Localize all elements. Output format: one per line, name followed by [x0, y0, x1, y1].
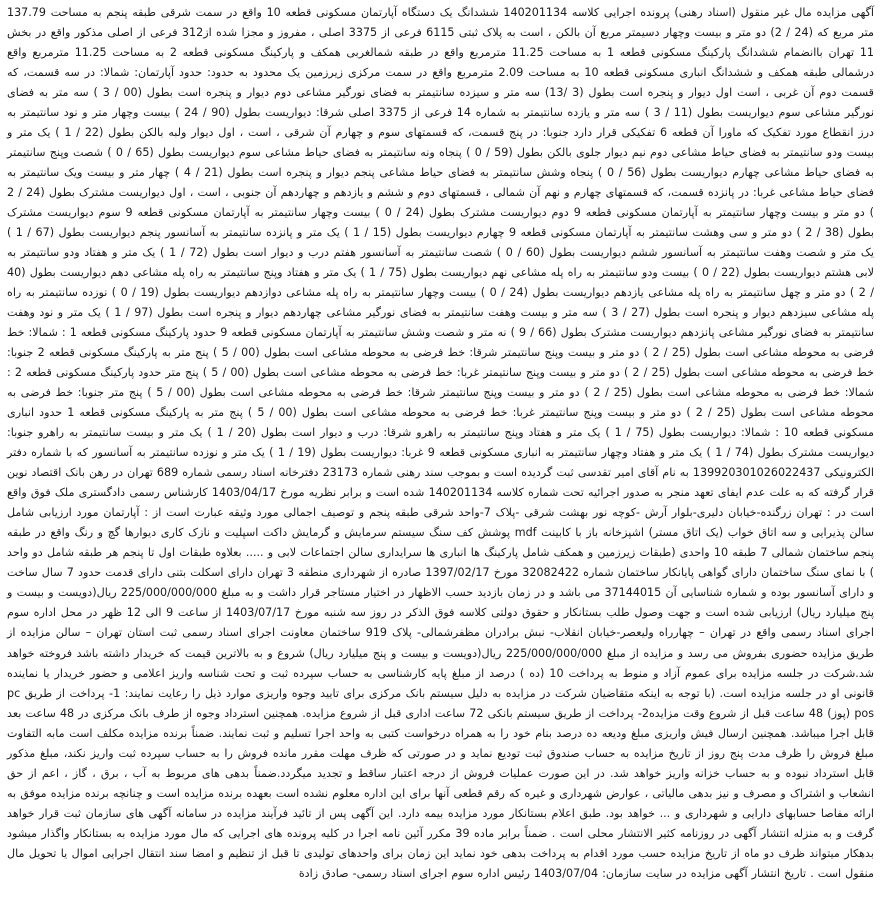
auction-notice-body: آگهی مزایده مال غیر منقول (اسناد رهنی) پرونده اجرایی کلاسه 140201134 ششدانگ یک دستگاه آپارتمان مسکونی قطعه 10 واقع در سمت شرقی طبقه پنجم به مساحت 137.79 متر مربع که (24 / 2) دو متر و بیست وچهار دسیمتر مربع آن بالکن ، است به پلاک ثبتی 6115 فرعی از 3375 اصلی ، مفروز و مجزا شده از312 فرعی از اصلی مذکور واقع در بخش 11 تهران باانضمام ششدانگ پارکینگ مسکونی قطعه 1 به مساحت 11.25 مترمربع واقع در طبقه شمالغربی همکف و پارکینگ مسکونی قطعه 2 به مساحت 11.25 مترمربع واقع درشمالی طبقه همکف و ششدانگ انباری مسکونی قطعه 10 به مساحت 2.09 مترمربع واقع در سمت مرکزی زیرزمین یک محدود به حدود: حدود آپارتمان: شمالا: در سه قسمت، که قسمت دوم آن غربی ، است اول دیوار و پنجره است بطول (3 /13) سه متر و سیزده سانتیمتر به فضای نورگیر مشاعی دوم دیوار و پنجره است بطول (00 / 3 ) سه متر به فضای نورگیر مشاعی سوم دیواریست بطول (11 / 3 ) سه متر و یازده سانتیمتر به شماره 14 فرعی از 3375 اصلی شرقا: دیواریست بطول (90 / 24 ) بیست وچهار متر و نود سانتیمتر به درز انقطاع مورد تفکیک که ماورا آن قطعه 6 تفکیکی قرار دارد جنوبا: در پنج قسمت، که قسمتهای سوم و چهارم آن شرقی ، است ، اول دیوار ولبه بالکن بطول (22 / 1 ) یک متر و بیست ودو سانتیمتر به فضای حیاط مشاعی دوم نیم دیوار جلوی بالکن بطول (59 / 0 ) پنجاه ونه سانتیمتر به فضای حیاط مشاعی سوم دیواریست بطول (65 / 0 ) شصت وپنج سانتیمتر به فضای حیاط مشاعی چهارم دیواریست بطول (56 / 0 ) پنجاه وشش سانتیمتر به فضای حیاط مشاعی پنجم دیوار و پنجره است بطول (21 / 4 ) چهار متر و بیست ویک سانتیمتر به فضای حیاط مشاعی غربا: در پانزده قسمت، که قسمتهای چهارم و نهم آن شمالی ، قسمتهای دوم و ششم و یازدهم و چهاردهم آن جنوبی ، است ، اول دیواریست مشترک بطول (24 / 2 ) دو متر و بیست وچهار سانتیمتر به آپارتمان مسکونی قطعه 9 دوم دیواریست مشترک بطول (24 / 0 ) بیست وچهار سانتیمتر به آپارتمان مسکونی قطعه 9 سوم دیواریست مشترک بطول (38 / 2 ) دو متر و سی وهشت سانتیمتر به آپارتمان مسکونی قطعه 9 چهارم دیواریست بطول (15 / 1 ) یک متر و پانزده سانتیمتر به آسانسور پنجم دیواریست بطول (67 / 1 ) یک متر و شصت وهفت سانتیمتر به آسانسور ششم دیواریست بطول (60 / 0 ) شصت سانتیمتر به آسانسور هفتم درب و دیوار است بطول (72 / 1 ) یک متر و هفتاد ودو سانتیمتر به لابی هشتم دیواریست بطول (22 / 0 ) بیست ودو سانتیمتر به راه پله مشاعی نهم دیواریست بطول (75 / 1 ) یک متر و هفتاد وپنج سانتیمتر به راه پله مشاعی دهم دیواریست بطول (40 / 2 ) دو متر و چهل سانتیمتر به راه پله مشاعی یازدهم دیواریست بطول (24 / 0 ) بیست وچهار سانتیمتر به راه پله مشاعی دوازدهم دیواریست بطول (19 / 0 ) نوزده سانتیمتر به راه پله مشاعی سیزدهم دیوار و پنجره است بطول (27 / 3 ) سه متر و بیست وهفت سانتیمتر به فضای نورگیر مشاعی چهاردهم دیوار و پنجره است بطول (97 / 1 ) یک متر و نود وهفت سانتیمتر به فضای نورگیر مشاعی پانزدهم دیواریست مشترک بطول (66 / 9 ) نه متر و شصت وشش سانتیمتر به آپارتمان مسکونی قطعه 9 حدود پارکینگ مسکونی قطعه 1 : شمالا: خط فرضی به محوطه مشاعی است بطول (25 / 2 ) دو متر و بیست وپنج سانتیمتر شرقا: خط فرضی به محوطه مشاعی است بطول (00 / 5 ) پنج متر به پارکینگ مسکونی قطعه 2 جنوبا: خط فرضی به محوطه مشاعی است بطول (25 / 2 ) دو متر و بیست وپنج سانتیمتر غربا: خط فرضی به محوطه مشاعی است بطول (00 / 5 ) پنج متر حدود پارکینگ مسکونی قطعه 2 : شمالا: خط فرضی به محوطه مشاعی است بطول (25 / 2 ) دو متر و بیست وپنج سانتیمتر شرقا: خط فرضی به محوطه مشاعی است بطول (00 / 5 ) پنج متر جنوبا: خط فرضی به محوطه مشاعی است بطول (25 / 2 ) دو متر و بیست وپنج سانتیمتر غربا: خط فرضی به محوطه مشاعی است بطول (00 / 5 ) پنج متر به پارکینگ مسکونی قطعه 1 حدود انباری مسکونی قطعه 10 : شمالا: دیواریست بطول (75 / 1 ) یک متر و هفتاد وپنج سانتیمتر به راهرو شرقا: درب و دیوار است بطول (20 / 1 ) یک متر و بیست سانتیمتر به راهرو جنوبا: دیواریست مشترک بطول (74 / 1 ) یک متر و هفتاد وچهار سانتیمتر به انباری مسکونی قطعه 9 غربا: دیواریست بطول (19 / 1 ) یک متر و نوزده سانتیمتر به آسانسور که با شماره دفتر الکترونیکی 139920301026022437 به نام آقای امیر تقدسی ثبت گردیده است و بموجب سند رهنی شماره 23173 دفترخانه اسناد رسمی شماره 689 تهران در رهن بانک اقتصاد نوین قرار گرفته که به علت عدم ایفای تعهد منجر به صدور اجرائیه تحت شماره کلاسه 140201134 شده است و برابر نظریه مورخ 1403/04/17 کارشناس رسمی دادگستری ملک فوق واقع است در : تهران زرگنده-خیابان دلیری-بلوار آرش -کوچه نور بهشت شرقی -پلاک 7-واحد شرقی طبقه پنجم و توصیف اجمالی مورد وثیقه عبارت است از : آپارتمان مورد ارزیابی شامل سالن پذیرایی و سه اتاق خواب (یک اتاق مستر) اشپزخانه باز با کابینت mdf پوشش کف سنگ سیستم سرمایش و گرمایش داکت اسپلیت و نازک کاری دیوارها گچ و رنگ واقع در طبقه پنجم ساختمان شمالی 7 طبقه 10 واحدی (طبقات زیرزمین و همکف شامل پارکینگ ها انباری ها سرایداری سالن اجتماعات لابی و ..... بعلاوه طبقات اول تا پنجم هر طبقه شامل دو واحد ) با نمای سنگ ساختمان دارای گواهی پایانکار ساختمان شماره 32082422 مورخ 1397/02/17 صادره از شهرداری منطقه 3 تهران دارای اسکلت بتنی دارای قدمت حدود 7 سال ساخت و دارای آسانسور بوده و شماره شناسایی آن 37144015 می باشد و در زمان بازدید حسب الاظهار در اختیار مستاجر قرار داشت و به مبلغ 225/000/000/000 ریال(دویست و بیست و پنج میلیارد ریال) ارزیابی شده است و جهت وصول طلب بستانکار و حقوق دولتی کلاسه فوق الذکر در روز سه شنبه مورخ 1403/07/17 از ساعت 9 الی 12 ظهر در محل اداره سوم اجرای اسناد رسمی واقع در تهران – چهارراه ولیعصر-خیابان انقلاب- نبش برادران مظفرشمالی- پلاک 919 ساختمان معاونت اجرای اسناد رسمی ثبت استان تهران – سالن مزایده از طریق مزایده حضوری بفروش می رسد و مزایده از مبلغ 225/000/000/000 ریال(دویست و بیست و پنج میلیارد ریال) شروع و به بالاترین قیمت که خریدار داشته باشد فروخته خواهد شد.شرکت در جلسه مزایده برای عموم آزاد و منوط به پرداخت 10 (ده ) درصد از مبلغ پایه کارشناسی به حساب سپرده ثبت و تحت شناسه واریز اعلامی و حضور خریدار یا نماینده قانونی او در جلسه مزایده است. (با توجه به اینکه متقاضیان شرکت در مزایده به دلیل سیستم بانک مرکزی برای تایید وجوه واریزی موارد ذیل را رعایت نمایند: 1- پرداخت از طریق pc pos (پوز) 48 ساعت قبل از شروع وقت مزایده2- پرداخت از طریق سیستم بانکی 72 ساعت اداری قبل از شروع مزایده. همچنین استرداد وجوه از طرف بانک مرکزی در 48 ساعت بعد قابل اجرا میباشد. همچنین ارسال فیش واریزی مبلغ ودیعه ده درصد بنام خود را به همراه درخواست کتبی به واحد اجرا تسلیم و ثبت نمایند. ضمناً برنده مزایده مکلف است مابه التفاوت مبلغ فروش را ظرف مدت پنج روز از تاریخ مزایده به حساب صندوق ثبت تودیع نماید و در صورتی که ظرف مهلت مقرر مانده فروش را به حساب سپرده ثبت واریز نکند، مبلغ مذکور قابل استرداد نبوده و به حساب خزانه واریز خواهد شد. در این صورت عملیات فروش از درجه اعتبار ساقط و تجدید میگردد.ضمناً بدهی های مربوط به آب ، برق ، گاز ، اعم از حق انشعاب و اشتراک و مصرف و نیز بدهی مالیاتی ، عوارض شهرداری و غیره که رقم قطعی آنها برای این اداره معلوم نشده است بعهده برنده مزایده است و چنانچه برنده مزایده موفق به ارائه مفاصا حسابهای دارایی و شهرداری و ... خواهد بود. طبق اعلام بستانکار مورد مزایده بیمه دارد. این آگهی پس از تائید فرآیند مزایده در سامانه آگهی های سازمان ثبت قرار خواهد گرفت و به منزله انتشار آگهی در روزنامه کثیر الانتشار محلی است . ضمناً برابر ماده 39 مکرر آئین نامه اجرا در کلیه پرونده های اجرایی که مال مورد مزایده به بستانکار واگذار میشود بدهکار میتواند ظرف دو ماه از تاریخ مزایده حسب مورد اقدام به پرداخت بدهی خود نماید این زمان برای واحدهای تولیدی تا قبل از تنظیم و امضا سند انتقال اجرایی اموال یا تحویل مال منقول است . تاریخ انتشار آگهی مزایده در سایت سازمان: 1403/07/04 رئیس اداره سوم اجرای اسناد رسمی- صادق زادة: [7, 6, 875, 880]
